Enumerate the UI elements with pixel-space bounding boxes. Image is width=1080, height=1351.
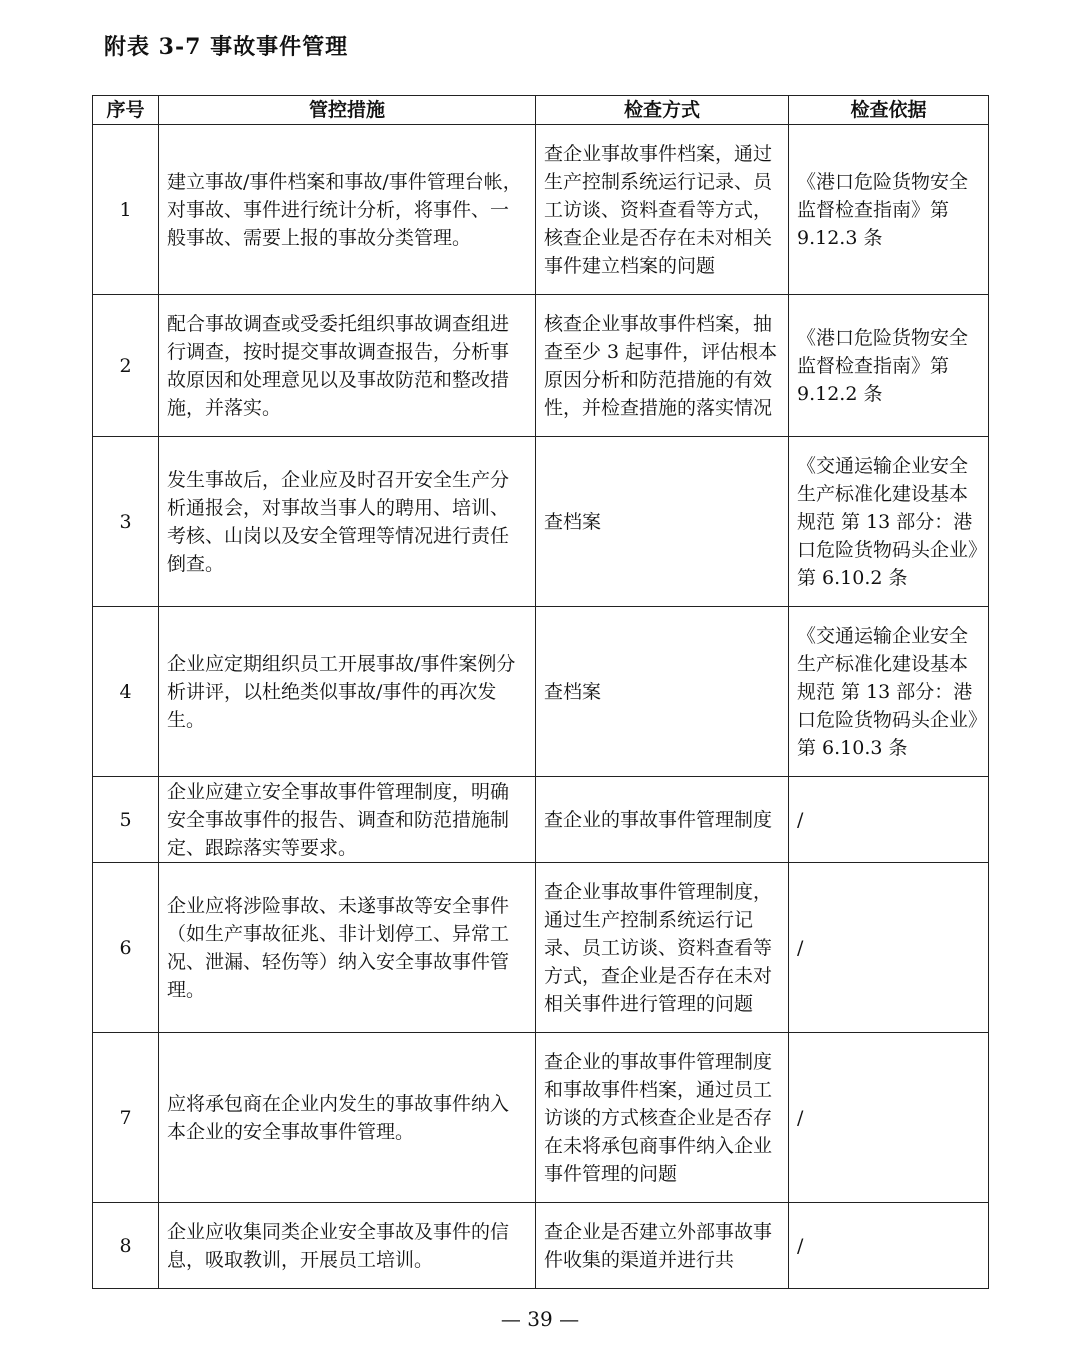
page-title: 附表 3-7 事故事件管理 — [104, 34, 349, 60]
table-header-row — [93, 96, 989, 125]
row-number: 6 — [93, 863, 159, 1033]
inspection-basis: 《交通运输企业安全生产标准化建设基本规范 第 13 部分：港口危险货物码头企业》第 6.10.2 条 — [789, 437, 989, 607]
row-number: 3 — [93, 437, 159, 607]
row-number: 4 — [93, 607, 159, 777]
row-number: 8 — [93, 1203, 159, 1289]
control-measure: 建立事故/事件档案和事故/事件管理台帐，对事故、事件进行统计分析，将事件、一般事故、需要上报的事故分类管理。 — [159, 125, 536, 295]
table-row — [93, 125, 989, 295]
table-row — [93, 607, 989, 777]
inspection-basis: 《交通运输企业安全生产标准化建设基本规范 第 13 部分：港口危险货物码头企业》第 6.10.3 条 — [789, 607, 989, 777]
inspection-basis: 《港口危险货物安全监督检查指南》第 9.12.3 条 — [789, 125, 989, 295]
inspection-method: 查企业的事故事件管理制度 — [536, 777, 789, 863]
control-measure: 企业应将涉险事故、未遂事故等安全事件（如生产事故征兆、非计划停工、异常工况、泄漏、轻伤等）纳入安全事故事件管理。 — [159, 863, 536, 1033]
inspection-basis: / — [789, 863, 989, 1033]
row-number: 5 — [93, 777, 159, 863]
control-measure: 企业应定期组织员工开展事故/事件案例分析讲评，以杜绝类似事故/事件的再次发生。 — [159, 607, 536, 777]
inspection-method: 查档案 — [536, 607, 789, 777]
inspection-basis: / — [789, 1033, 989, 1203]
inspection-basis: / — [789, 1203, 989, 1289]
accident-management-table — [92, 95, 989, 1289]
control-measure: 企业应建立安全事故事件管理制度，明确安全事故事件的报告、调查和防范措施制定、跟踪落实等要求。 — [159, 777, 536, 863]
inspection-method: 查企业事故事件档案，通过生产控制系统运行记录、员工访谈、资料查看等方式，核查企业是否存在未对相关事件建立档案的问题 — [536, 125, 789, 295]
table-row — [93, 1033, 989, 1203]
table-row — [93, 863, 989, 1033]
header-basis: 检查依据 — [789, 96, 989, 125]
inspection-basis: / — [789, 777, 989, 863]
row-number: 7 — [93, 1033, 159, 1203]
inspection-method: 查档案 — [536, 437, 789, 607]
header-method: 检查方式 — [536, 96, 789, 125]
table-row — [93, 295, 989, 437]
row-number: 2 — [93, 295, 159, 437]
control-measure: 发生事故后，企业应及时召开安全生产分析通报会，对事故当事人的聘用、培训、考核、山岗以及安全管理等情况进行责任倒查。 — [159, 437, 536, 607]
header-measure: 管控措施 — [159, 96, 536, 125]
control-measure: 应将承包商在企业内发生的事故事件纳入本企业的安全事故事件管理。 — [159, 1033, 536, 1203]
inspection-method: 查企业是否建立外部事故事件收集的渠道并进行共 — [536, 1203, 789, 1289]
page-number: — 39 — — [500, 1307, 580, 1331]
table-row — [93, 437, 989, 607]
inspection-basis: 《港口危险货物安全监督检查指南》第 9.12.2 条 — [789, 295, 989, 437]
inspection-method: 核查企业事故事件档案，抽查至少 3 起事件，评估根本原因分析和防范措施的有效性，并检查措施的落实情况 — [536, 295, 789, 437]
row-number: 1 — [93, 125, 159, 295]
control-measure: 企业应收集同类企业安全事故及事件的信息，吸取教训，开展员工培训。 — [159, 1203, 536, 1289]
header-no: 序号 — [93, 96, 159, 125]
inspection-method: 查企业的事故事件管理制度和事故事件档案，通过员工访谈的方式核查企业是否存在未将承包商事件纳入企业事件管理的问题 — [536, 1033, 789, 1203]
table-row — [93, 777, 989, 863]
control-measure: 配合事故调查或受委托组织事故调查组进行调查，按时提交事故调查报告，分析事故原因和处理意见以及事故防范和整改措施，并落实。 — [159, 295, 536, 437]
table-row — [93, 1203, 989, 1289]
inspection-method: 查企业事故事件管理制度，通过生产控制系统运行记录、员工访谈、资料查看等方式，查企业是否存在未对相关事件进行管理的问题 — [536, 863, 789, 1033]
